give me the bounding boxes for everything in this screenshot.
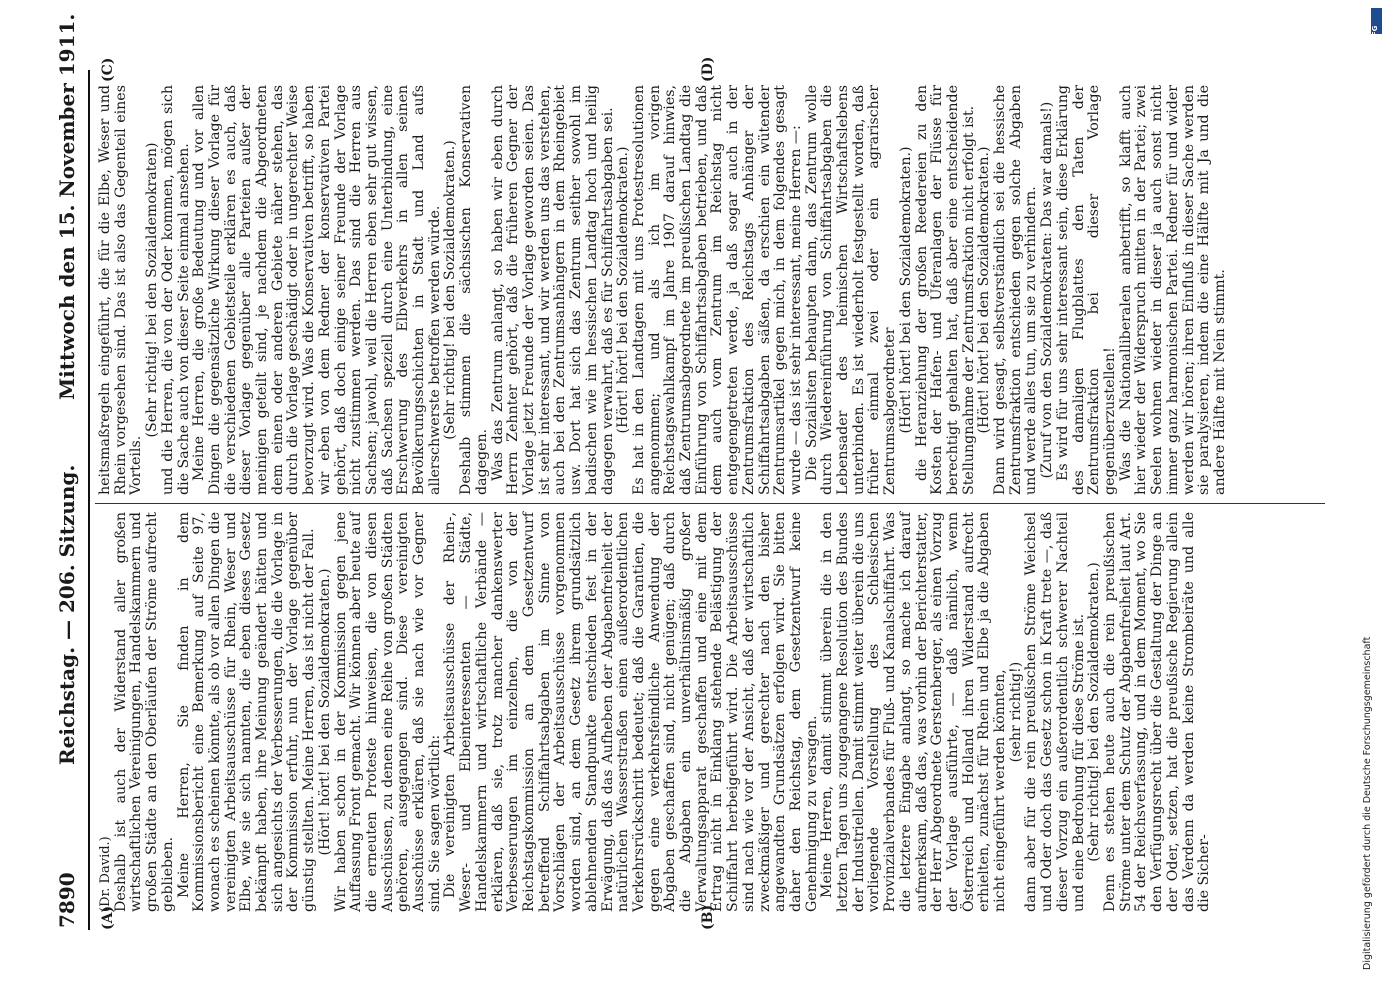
margin-mark-b: (B) bbox=[700, 904, 716, 930]
speaker-label: (Dr. David.) bbox=[98, 836, 113, 912]
paragraph: Meine Herren, die große Bedeutung und vor allen Dingen die gegensätzliche Wirkung dieser Vorlage für die verschiedenen Gebietsteile erklären es auch, daß dieser Vorlage gegenüber alle Parteien außer der meinigen geteilt sind, je nachdem die Abgeordneten dem einen oder anderen Gebiete näher stehen, das durch die Vorlage geschädigt oder in ungerechter Weise bevorzugt wird. Was die Konservativen betrifft, so haben wir eben von dem Redner der konservativen Partei gehört, daß doch einige seiner Freunde der Vorlage nicht zustimmen werden. Das sind die Herren aus Sachsen; jawohl, weil die Herren eben sehr gut wissen, daß Sachsen speziell durch eine Unterbindung, eine Erschwerung des Elbverkehrs in allen seinen Bevölkerungsschichten in Stadt und Land aufs allerschwerste betroffen werden würde. bbox=[191, 85, 443, 495]
paragraph: Deshalb ist auch der Widerstand aller großen wirtschaftlichen Vereinigungen, Handelskammern und großen Städte an den Oberläufen der Ströme aufrecht geblieben. bbox=[112, 512, 176, 912]
interjection: (sehr richtig!) bbox=[1007, 661, 1024, 763]
right-column bbox=[98, 85, 1229, 495]
paragraph: Wir haben schon in der Kommission gegen jene Auffassung Front gemacht. Wir können aber heute auf die erneuten Proteste hinweisen, die von diesen Ausschüssen, zu denen eine Reihe von großen Städten gehören, ausgegangen sind. Diese vereinigten Ausschüsse erklären, daß sie nach wie vor Gegner sind. Sie sagen wörtlich: bbox=[332, 512, 443, 912]
paragraph: Was das Zentrum anlangt, so haben wir eben durch Herrn Zehnter gehört, daß die früheren Gegner der Vorlage jetzt Freunde der Vorlage geworden seien. Das ist sehr interessant, und wir werden uns das verstehen, auch bei den Zentrumsanhängern in dem Rheingebiet usw. Dort hat sich das Zentrum seither sowohl im badischen wie im hessischen Landtag hoch und heilig dagegen verwahrt, daß es für Schiffahrtsabgaben sei. bbox=[489, 85, 616, 495]
dfg-logo: DFG bbox=[1371, 8, 1382, 34]
interjection: (Hört! hört! bei den Sozialdemokraten.) bbox=[976, 146, 993, 434]
paragraph: Deshalb stimmen die sächsischen Konservativen dagegen. bbox=[458, 85, 490, 495]
interjection: (Sehr richtig! bei den Sozialdemokraten) bbox=[144, 142, 161, 438]
interjection: (Sehr richtig! bei den Sozialdemokraten.) bbox=[1086, 562, 1103, 862]
header-rule bbox=[88, 70, 90, 930]
margin-mark-a: (A) bbox=[100, 905, 116, 930]
paragraph: dann aber für die rein preußischen Ströme Weichsel und Oder doch das Gesetz schon in Kraft trete —, daß dieser Vorzug ein außerordentlich schwerer Nachteil und eine Bedrohung für diese Ströme ist. bbox=[1023, 512, 1087, 912]
interjection: (Zuruf von den Sozialdemokraten: Das war damals!) bbox=[1039, 101, 1056, 479]
paragraph: Es hat in den Landtagen mit uns Protestresolutionen angenommen; und als ich im vorigen Reichstagswahlkampf im Jahre 1907 darauf hinwies, daß Zentrumsabgeordnete im preußischen Landtag die Einführung von Schiffahrtsabgaben betrieben, und daß dem auch vom Zentrum im Reichstag nicht entgegengetreten werde, ja daß sogar auch in der Zentrumsfraktion des Reichstags Anhänger der Schiffahrtsabgaben säßen, da erschien ein wütender Zentrumsartikel gegen mich, in dem folgendes gesagt wurde — das ist sehr interessant, meine Herren —: bbox=[630, 85, 804, 495]
interjection: (Hört! hört! bei den Sozialdemokraten.) bbox=[316, 568, 333, 856]
column-divider bbox=[95, 503, 1325, 504]
paragraph: Die vereinigten Arbeitsausschüsse der Rhein-, Weser- und Elbeinteressenten — Städte, Handelskammern und wirtschaftliche Verbände — erklären, daß sie, trotz mancher dankenswerter Verbesserungen im einzelnen, die von der Reichstagskommission an dem Gesetzentwurf betreffend Schiffahrtsabgaben im Sinne von Vorschlägen der Arbeitsausschüsse vorgenommen worden sind, an dem Gesetz ihrem grundsätzlich ablehnenden Standpunkte entschieden fest in der Erwägung, daß das Aufheben der Abgabenfreiheit der natürlichen Wasserstraßen einen außerordentlichen Verkehrsrückschritt bedeutet; daß die Garantien, die gegen eine verkehrsfeindliche Anwendung der Abgaben geschaffen sind, nicht genügen; daß durch die Abgaben ein unverhältnismäßig großer Verwaltungsapparat geschaffen und eine mit dem Ertrag nicht in Einklang stehende Belästigung der Schiffahrt herbeigeführt wird. Die Arbeitsausschüsse sind nach wie vor der Ansicht, daß der wirtschaftlich zweckmäßiger und gerechter nach den bisher angewandten Grundsätzen erfolgen wird. Sie bitten daher den Reichstag, dem Gesetzentwurf keine Genehmigung zu versagen. bbox=[442, 512, 820, 912]
paragraph: Meine Herren, damit stimmt überein die in den letzten Tagen uns zugegangene Resolution des Bundes der Industriellen. Damit stimmt weiter überein die uns vorliegende Vorstellung des Schlesischen Provinzialverbandes für Fluß- und Kanalschiffahrt. Was die letztere Eingabe anlangt, so mache ich darauf aufmerksam, daß das, was vorhin der Berichterstatter, der Herr Abgeordnete Gerstenberger, als einen Vorzug der Vorlage ausführte, — daß nämlich, wenn Österreich und Holland ihren Widerstand aufrecht erhielten, zunächst für Rhein und Elbe ja die Abgaben nicht eingeführt werden könnten, bbox=[819, 512, 1009, 912]
session-date: Mittwoch den 15. November 1911. bbox=[55, 13, 79, 400]
paragraph: Meine Herren, Sie finden in dem Kommissionsbericht eine Bemerkung auf Seite 97, wonach es scheinen könnte, als ob vor allen Dingen die vereinigten Arbeitsausschüsse für Rhein, Weser und Elbe, wie sie sich nannten, die eben dieses Gesetz bekämpft haben, ihre Meinung geändert hätten und sich angesichts der Verbesserungen, die die Vorlage in der Kommission erfuhr, nun der Vorlage gegenüber günstig stellten. Meine Herren, das ist nicht der Fall. bbox=[175, 512, 318, 912]
running-head: Reichstag. — 206. Sitzung. bbox=[55, 464, 79, 765]
paragraph: heitsmaßregeln eingeführt, die für die Elbe, Weser und Rhein vorgesehen sind. Das ist also das Gegenteil eines Vorteils. bbox=[97, 85, 145, 495]
paragraph: Die Sozialisten behaupten dann, das Zentrum wolle durch Wiedereinführung von Schiffahrtsabgaben die Lebensader des heimischen Wirtschaftslebens unterbinden. Es ist wiederholt festgestellt worden, daß früher einmal zwei oder ein agrarischer Zentrumsabgeordneter bbox=[803, 85, 899, 495]
paragraph: Was die Nationalliberalen anbetrifft, so klafft auch hier wieder der Widerspruch mitten in der Partei; zwei Seelen wohnen wieder in dieser ja auch sonst nicht immer ganz harmonischen Partei. Redner für und wider werden wir hören; ihren Einfluß in dieser Sache werden sie paralysieren, indem die eine Hälfte mit Ja und die andere Hälfte mit Nein stimmt. bbox=[1117, 85, 1228, 495]
credit-text: Digitalisierung gefördert durch die Deutsche Forschungsgemeinschaft bbox=[1362, 636, 1373, 970]
paragraph: Denn es stehen heute auch die rein preußischen Ströme unter dem Schutz der Abgabenfreiheit laut Art. 54 der Reichsverfassung, und in dem Moment, wo Sie den Verfügungsrecht über die Gestaltung der Dinge an der Oder, setzen, hat die preußische Regierung allein das Verdenn da werden keine Strombeiräte und alle die Sicher- bbox=[1102, 512, 1213, 912]
interjection: (Hört! hört! bei den Sozialdemokraten.) bbox=[897, 146, 914, 434]
digitization-credit bbox=[1350, 30, 1383, 970]
interjection: (Sehr richtig! bei den Sozialdemokraten.) bbox=[442, 140, 459, 440]
left-column bbox=[98, 512, 1213, 912]
interjection: (Hört! hört! bei den Sozialdemokraten.) bbox=[615, 146, 632, 434]
page-number: 7890 bbox=[55, 872, 79, 928]
margin-mark-d: (D) bbox=[700, 56, 716, 82]
paragraph: und die Herren, die von der Oder kommen, mögen sich die Sache auch von dieser Seite einmal ansehen. bbox=[159, 85, 192, 495]
paragraph: Es wird für uns sehr interessant sein, diese Erklärung des damaligen Flugblattes den Taten der Zentrumsfraktion bei dieser Vorlage gegenüberzustellen! bbox=[1054, 85, 1118, 495]
paragraph: Dann wird gesagt, selbstverständlich sei die hessische Zentrumsfraktion entschieden gegen solche Abgaben und werde alles tun, um sie zu verhindern. bbox=[992, 85, 1040, 495]
paragraph: die Heranziehung der großen Reedereien zu den Kosten der Hafen- und Uferanlagen der Flüsse für berechtigt gehalten hat, daß aber eine entscheidende Stellungnahme der Zentrumsfraktion nicht erfolgt ist. bbox=[913, 85, 977, 495]
margin-mark-c: (C) bbox=[100, 57, 116, 82]
